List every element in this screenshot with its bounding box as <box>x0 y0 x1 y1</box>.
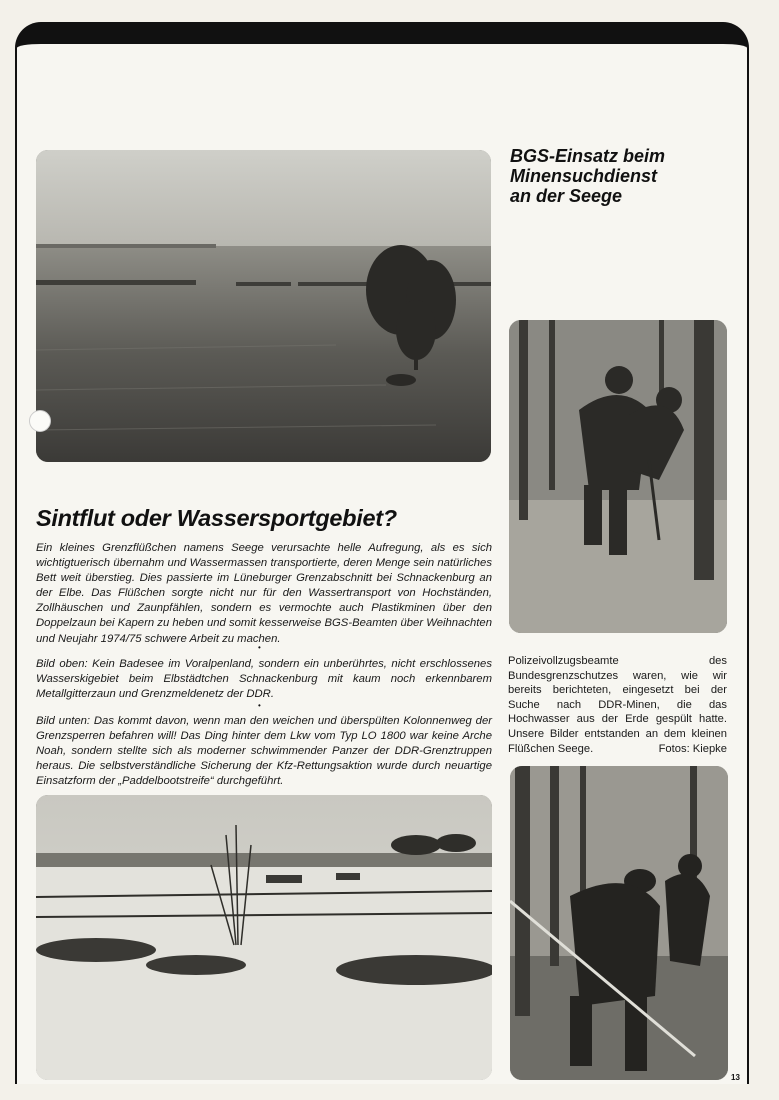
separator-bullet: • <box>258 701 261 710</box>
intro-paragraph: Ein kleines Grenzflüßchen namens Seege verursachte helle Aufregung, als es sich wichtigtuerisch übernahm und Wassermassen transportierte, deren Menge sein natürliches Bett weit überstieg. Dies passierte im Lüneburger Grenzabschnitt bei Schnackenburg an der Elbe. Das Flüßchen sorgte nicht nur für den Wassertransport von Hochständen, Zollhäuschen und Zaunpfählen, sondern es vermochte auch Plastikminen über den Doppelzaun bei Kapern zu heben und somit kesserweise BGS-Beamten über Weihnachten und Neujahr 1974/75 schwere Arbeit zu machen. <box>36 542 492 645</box>
soldiers-photo-top <box>509 320 727 633</box>
flood-photo-top <box>36 150 491 462</box>
flood-photo-bottom <box>36 795 492 1080</box>
side-caption-text: Polizeivollzugsbeamte des Bundesgrenzschutzes waren, wie wir bereits berichteten, eingesetzt bei der Suche nach DDR-Minen, die das Hochwasser aus der Erde gespült hatte. Unsere Bilder entstanden an dem kleinen Flüßchen Seege. <box>508 655 727 755</box>
caption-bottom: Bild unten: Das kommt davon, wenn man den weichen und überspülten Kolonnenweg der Grenzsperren befahren will! Das Ding hinter dem Lkw vom Typ LO 1800 war keine Arche Noah, sondern stellte sich als moderner schwimmender Panzer der DDR-Grenztruppen heraus. Die selbstverständliche Sicherung der Kfz-Rettungsaktion wurde durch neuartige Einsatzform der „Paddelbootstreife“ durchgeführt. <box>36 715 492 788</box>
punch-hole <box>29 410 51 432</box>
photo-credit: Fotos: Kiepke <box>658 742 727 755</box>
caption-top: Bild oben: Kein Badesee im Voralpenland, sondern ein unberührtes, nicht erschlossenes Wasserskigebiet beim Elbstädtchen Schnackenburg mit kaum noch erkennbarem Metallgitterzaun und Grenzmeldenetz der DDR. <box>36 658 492 701</box>
side-title: BGS-Einsatz beim Minensuchdienst an der Seege <box>510 146 666 206</box>
side-caption <box>508 654 727 756</box>
separator-bullet: • <box>258 643 261 652</box>
main-headline: Sintflut oder Wassersportgebiet? <box>36 505 397 531</box>
page-number: 13 <box>731 1073 740 1082</box>
soldiers-photo-bottom <box>510 766 728 1080</box>
